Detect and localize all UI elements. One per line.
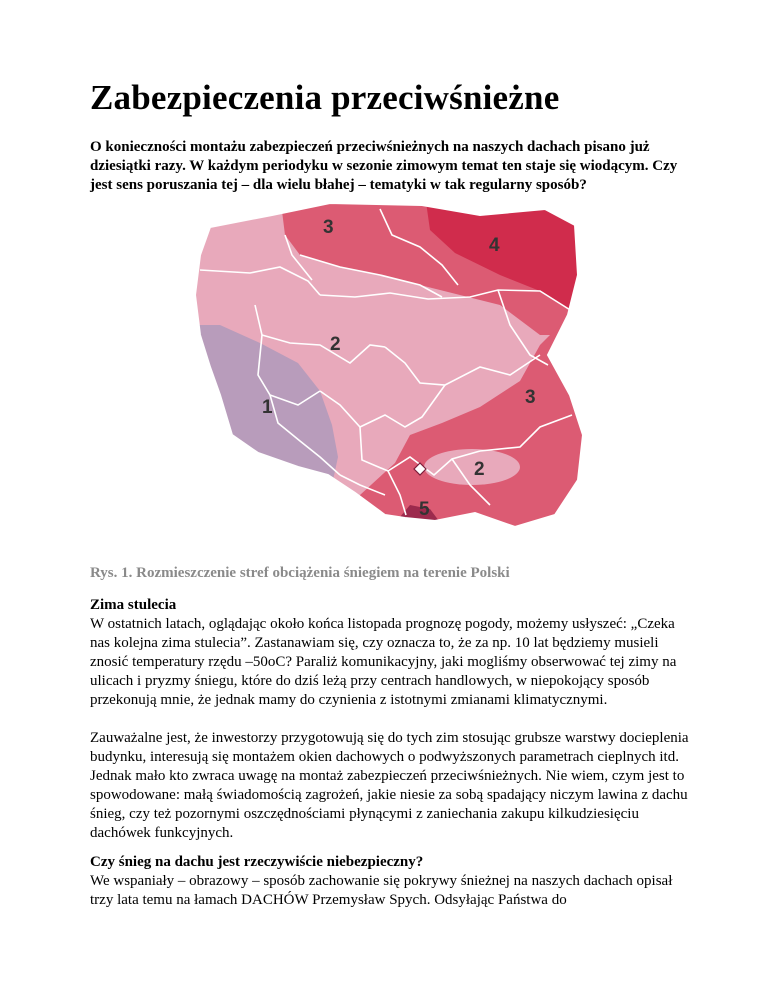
zone-label-3-east: 3 xyxy=(525,387,536,408)
section-winter-paragraph-2: Zauważalne jest, że inwestorzy przygotowują się do tych zim stosując grubsze warstwy docieplenia budynku, interesują się montażem okien dachowych o podwyższonych parametrach cieplnych itd. xyxy=(90,730,689,765)
zone-label-4: 4 xyxy=(489,235,500,256)
zone-label-3-north: 3 xyxy=(323,217,334,238)
poland-map-svg xyxy=(180,195,600,540)
section-danger xyxy=(90,853,690,910)
section-danger-paragraph-1: We wspaniały – obrazowy – sposób zachowanie się pokrywy śnieżnej na naszych dachach opisał trzy lata temu na łamach DACHÓW Przemysław Spych. Odsyłając Państwa do xyxy=(90,873,673,908)
section-winter-paragraph-3: Jednak mało kto zwraca uwagę na montaż zabezpieczeń przeciwśnieżnych. Nie wiem, czym jest to spowodowane: małą świadomością zagrożeń, jakie niesie za sobą spadający niczym lawina z dachu śnieg, czy też pozornymi oszczędnościami płynącymi z zaniechania zakupu kilkudziesięciu dachówek funkcyjnych. xyxy=(90,768,688,841)
zone-label-2-southeast: 2 xyxy=(474,459,485,480)
zone-2-island-area xyxy=(424,449,520,485)
article-title: Zabezpieczenia przeciwśnieżne xyxy=(90,78,560,117)
section-winter xyxy=(90,596,690,843)
zone-label-1: 1 xyxy=(262,397,273,418)
snow-zone-map xyxy=(180,195,600,540)
section-winter-heading: Zima stulecia xyxy=(90,597,177,613)
article-lead: O konieczności montażu zabezpieczeń przeciwśnieżnych na naszych dachach pisano już dziesiątki razy. W każdym periodyku w sezonie zimowym temat ten staje się wiodącym. Czy jest sens poruszania tej – dla wielu błahej – tematyki w tak regularny sposób? xyxy=(90,139,678,193)
map-caption: Rys. 1. Rozmieszczenie stref obciążenia śniegiem na terenie Polski xyxy=(90,565,510,581)
zone-label-2-center: 2 xyxy=(330,334,341,355)
zone-label-5: 5 xyxy=(419,499,430,520)
section-winter-paragraph-1: W ostatnich latach, oglądając około końca listopada prognozę pogody, możemy usłyszeć: „Czeka nas kolejna zima stulecia”. Zastanawiam się, czy oznacza to, że za np. 10 lat będziemy musieli znosić temperatury rzędu –50oC? Paraliż komunikacyjny, jaki mogliśmy obserwować tej zimy na ulicach i pryzmy śniegu, które do dziś leżą przy centrach handlowych, w niepokojący sposób przekonują mnie, że jednak mamy do czynienia z istotnymi zmianami klimatycznymi. xyxy=(90,616,677,708)
section-danger-heading: Czy śnieg na dachu jest rzeczywiście niebezpieczny? xyxy=(90,854,424,870)
